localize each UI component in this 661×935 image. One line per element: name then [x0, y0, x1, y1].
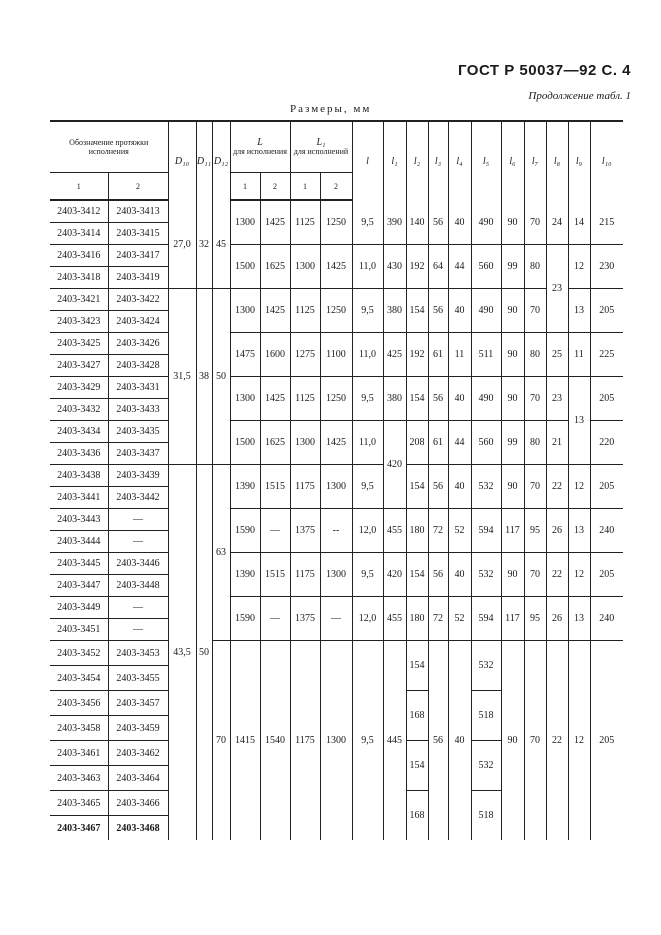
- table-row: [50, 509, 623, 531]
- cell-l: 11,0: [352, 421, 383, 465]
- cell-l1: 420: [383, 421, 406, 509]
- cell-l3: 61: [428, 421, 448, 465]
- cell-l2: 154: [406, 377, 428, 421]
- cell-D10: 27,0: [168, 200, 196, 289]
- designation-2: 2403-3431: [108, 377, 168, 399]
- cell-l5: 490: [471, 377, 501, 421]
- cell-L-2: 1625: [260, 421, 290, 465]
- cell-L-2: 1425: [260, 289, 290, 333]
- cell-D12: 50: [212, 289, 230, 465]
- cell-L1-2: —: [320, 597, 352, 641]
- cell-l4: 40: [448, 465, 471, 509]
- cell-l9: 13: [568, 289, 590, 333]
- cell-L1-1: 1175: [290, 553, 320, 597]
- designation-2: 2403-3424: [108, 311, 168, 333]
- cell-l2: 168: [406, 691, 428, 741]
- designation-2: —: [108, 597, 168, 619]
- cell-l9: 13: [568, 377, 590, 465]
- cell-L1-2: 1425: [320, 421, 352, 465]
- header-l1: l₁: [383, 121, 406, 200]
- cell-l1: 380: [383, 377, 406, 421]
- cell-l1: 445: [383, 641, 406, 841]
- cell-l5: 532: [471, 641, 501, 691]
- cell-l: 11,0: [352, 245, 383, 289]
- cell-L1-2: 1100: [320, 333, 352, 377]
- cell-L-1: 1300: [230, 377, 260, 421]
- cell-L-2: 1625: [260, 245, 290, 289]
- cell-l9: 12: [568, 465, 590, 509]
- cell-l2: 154: [406, 289, 428, 333]
- cell-l5: 560: [471, 245, 501, 289]
- cell-L1-1: 1125: [290, 289, 320, 333]
- header-l4: l₄: [448, 121, 471, 200]
- cell-L1-2: 1250: [320, 200, 352, 245]
- cell-l: 9,5: [352, 289, 383, 333]
- cell-L-1: 1500: [230, 245, 260, 289]
- designation-2: 2403-3428: [108, 355, 168, 377]
- designation-2: 2403-3455: [108, 666, 168, 691]
- dimensions-table: [50, 120, 623, 840]
- cell-L-2: 1515: [260, 553, 290, 597]
- designation-2: 2403-3422: [108, 289, 168, 311]
- header-l5: l₅: [471, 121, 501, 200]
- cell-l5: 594: [471, 597, 501, 641]
- header-L1-1: 1: [290, 173, 320, 201]
- cell-L-1: 1415: [230, 641, 260, 841]
- cell-l5: 490: [471, 289, 501, 333]
- cell-l2: 208: [406, 421, 428, 465]
- designation-2: 2403-3466: [108, 791, 168, 816]
- cell-D12: 63: [212, 465, 230, 641]
- cell-l: 9,5: [352, 377, 383, 421]
- cell-l10: 205: [590, 465, 623, 509]
- cell-l3: 72: [428, 597, 448, 641]
- cell-l7: 70: [524, 641, 546, 841]
- cell-l7: 70: [524, 200, 546, 245]
- table-row: [50, 421, 623, 443]
- cell-l6: 90: [501, 333, 524, 377]
- designation-1: 2403-3441: [50, 487, 108, 509]
- cell-l6: 90: [501, 553, 524, 597]
- designation-2: 2403-3468: [108, 816, 168, 841]
- cell-l10: 205: [590, 553, 623, 597]
- cell-l3: 56: [428, 377, 448, 421]
- cell-l10: 240: [590, 509, 623, 553]
- designation-1: 2403-3461: [50, 741, 108, 766]
- header-L1-2: 2: [320, 173, 352, 201]
- cell-L-1: 1590: [230, 597, 260, 641]
- cell-l8: 26: [546, 509, 568, 553]
- cell-L-2: —: [260, 597, 290, 641]
- cell-l5: 518: [471, 791, 501, 841]
- designation-2: —: [108, 619, 168, 641]
- cell-L1-1: 1175: [290, 465, 320, 509]
- designation-2: 2403-3435: [108, 421, 168, 443]
- designation-1: 2403-3451: [50, 619, 108, 641]
- cell-l8: 23: [546, 245, 568, 333]
- cell-L-2: 1425: [260, 200, 290, 245]
- cell-l1: 390: [383, 200, 406, 245]
- designation-2: 2403-3439: [108, 465, 168, 487]
- cell-l: 12,0: [352, 597, 383, 641]
- designation-1: 2403-3465: [50, 791, 108, 816]
- cell-l4: 11: [448, 333, 471, 377]
- cell-L1-1: 1375: [290, 509, 320, 553]
- cell-l4: 40: [448, 200, 471, 245]
- header-L1: L₁ для исполнений: [290, 121, 352, 173]
- designation-1: 2403-3458: [50, 716, 108, 741]
- header-l9: l₉: [568, 121, 590, 200]
- cell-l9: 14: [568, 200, 590, 245]
- cell-l2: 140: [406, 200, 428, 245]
- cell-l7: 70: [524, 377, 546, 421]
- designation-2: 2403-3453: [108, 641, 168, 666]
- header-l10: l₁₀: [590, 121, 623, 200]
- cell-l3: 56: [428, 641, 448, 841]
- cell-L-1: 1390: [230, 553, 260, 597]
- cell-L1-2: --: [320, 509, 352, 553]
- cell-L1-1: 1175: [290, 641, 320, 841]
- header-l8: l₈: [546, 121, 568, 200]
- cell-L-2: —: [260, 509, 290, 553]
- cell-l7: 80: [524, 421, 546, 465]
- designation-1: 2403-3444: [50, 531, 108, 553]
- header-l3: l₃: [428, 121, 448, 200]
- table-row: [50, 465, 623, 487]
- table-row: [50, 245, 623, 267]
- designation-1: 2403-3434: [50, 421, 108, 443]
- cell-L-1: 1500: [230, 421, 260, 465]
- cell-l8: 25: [546, 333, 568, 377]
- table-row: [50, 289, 623, 311]
- cell-L1-1: 1275: [290, 333, 320, 377]
- cell-D11: 50: [196, 465, 212, 841]
- cell-l1: 425: [383, 333, 406, 377]
- cell-l5: 518: [471, 691, 501, 741]
- designation-2: 2403-3459: [108, 716, 168, 741]
- cell-l8: 21: [546, 421, 568, 465]
- document-title: ГОСТ Р 50037—92 С. 4: [457, 62, 631, 79]
- cell-L1-2: 1250: [320, 289, 352, 333]
- table-row: [50, 553, 623, 575]
- cell-l: 9,5: [352, 200, 383, 245]
- cell-l2: 154: [406, 641, 428, 691]
- cell-l7: 70: [524, 553, 546, 597]
- cell-l6: 90: [501, 641, 524, 841]
- designation-2: 2403-3417: [108, 245, 168, 267]
- cell-l: 9,5: [352, 553, 383, 597]
- designation-2: 2403-3446: [108, 553, 168, 575]
- cell-l2: 192: [406, 245, 428, 289]
- cell-l6: 99: [501, 245, 524, 289]
- cell-D10: 31,5: [168, 289, 196, 465]
- table-row: [50, 200, 623, 223]
- cell-l7: 70: [524, 289, 546, 333]
- header-designation-1: 1: [50, 173, 108, 201]
- header-designation: Обозначение протяжки исполнения: [50, 121, 168, 173]
- cell-l4: 52: [448, 597, 471, 641]
- cell-l9: 12: [568, 553, 590, 597]
- cell-l5: 532: [471, 553, 501, 597]
- designation-2: 2403-3448: [108, 575, 168, 597]
- designation-1: 2403-3449: [50, 597, 108, 619]
- cell-l3: 56: [428, 465, 448, 509]
- header-D11: D₁₁: [196, 121, 212, 200]
- cell-l7: 70: [524, 465, 546, 509]
- designation-2: 2403-3426: [108, 333, 168, 355]
- cell-l3: 56: [428, 200, 448, 245]
- cell-l6: 90: [501, 377, 524, 421]
- designation-1: 2403-3412: [50, 200, 108, 223]
- cell-l5: 532: [471, 465, 501, 509]
- table-body: [50, 200, 623, 840]
- cell-l10: 205: [590, 377, 623, 421]
- cell-L1-2: 1300: [320, 553, 352, 597]
- table-row: [50, 333, 623, 355]
- cell-L1-1: 1375: [290, 597, 320, 641]
- designation-2: 2403-3442: [108, 487, 168, 509]
- header-designation-2: 2: [108, 173, 168, 201]
- cell-l10: 205: [590, 289, 623, 333]
- cell-l9: 13: [568, 509, 590, 553]
- designation-2: 2403-3457: [108, 691, 168, 716]
- cell-l2: 154: [406, 741, 428, 791]
- cell-l5: 594: [471, 509, 501, 553]
- designation-2: 2403-3413: [108, 200, 168, 223]
- cell-l4: 40: [448, 377, 471, 421]
- cell-l2: 180: [406, 597, 428, 641]
- designation-1: 2403-3423: [50, 311, 108, 333]
- cell-l2: 168: [406, 791, 428, 841]
- cell-l8: 22: [546, 641, 568, 841]
- cell-L1-2: 1300: [320, 465, 352, 509]
- designation-1: 2403-3447: [50, 575, 108, 597]
- designation-1: 2403-3467: [50, 816, 108, 841]
- cell-L-1: 1475: [230, 333, 260, 377]
- designation-1: 2403-3454: [50, 666, 108, 691]
- cell-l10: 205: [590, 641, 623, 841]
- cell-L-1: 1300: [230, 289, 260, 333]
- cell-l6: 117: [501, 597, 524, 641]
- cell-l3: 72: [428, 509, 448, 553]
- cell-l: 9,5: [352, 641, 383, 841]
- cell-l: 11,0: [352, 333, 383, 377]
- cell-l4: 40: [448, 289, 471, 333]
- designation-2: 2403-3464: [108, 766, 168, 791]
- cell-l4: 44: [448, 245, 471, 289]
- designation-1: 2403-3414: [50, 223, 108, 245]
- cell-l3: 64: [428, 245, 448, 289]
- table-continuation-label: Продолжение табл. 1: [528, 90, 631, 102]
- cell-D12: 70: [212, 641, 230, 841]
- cell-L1-2: 1425: [320, 245, 352, 289]
- cell-l2: 180: [406, 509, 428, 553]
- cell-D11: 38: [196, 289, 212, 465]
- designation-1: 2403-3436: [50, 443, 108, 465]
- cell-l8: 26: [546, 597, 568, 641]
- designation-1: 2403-3438: [50, 465, 108, 487]
- cell-l10: 230: [590, 245, 623, 289]
- cell-l4: 40: [448, 553, 471, 597]
- cell-L1-2: 1250: [320, 377, 352, 421]
- cell-l2: 192: [406, 333, 428, 377]
- cell-D11: 32: [196, 200, 212, 289]
- cell-l10: 240: [590, 597, 623, 641]
- cell-L1-1: 1300: [290, 421, 320, 465]
- cell-l7: 80: [524, 245, 546, 289]
- cell-l7: 80: [524, 333, 546, 377]
- cell-l6: 90: [501, 465, 524, 509]
- designation-1: 2403-3418: [50, 267, 108, 289]
- cell-l5: 560: [471, 421, 501, 465]
- cell-l8: 22: [546, 553, 568, 597]
- designation-1: 2403-3452: [50, 641, 108, 666]
- designation-2: 2403-3437: [108, 443, 168, 465]
- header-l6: l₆: [501, 121, 524, 200]
- designation-2: 2403-3415: [108, 223, 168, 245]
- cell-l5: 511: [471, 333, 501, 377]
- cell-l6: 90: [501, 200, 524, 245]
- designation-2: 2403-3433: [108, 399, 168, 421]
- cell-L1-1: 1125: [290, 377, 320, 421]
- designation-1: 2403-3425: [50, 333, 108, 355]
- table-row: [50, 641, 623, 666]
- cell-l6: 99: [501, 421, 524, 465]
- cell-L1-1: 1300: [290, 245, 320, 289]
- cell-L-2: 1540: [260, 641, 290, 841]
- cell-l9: 12: [568, 641, 590, 841]
- cell-l7: 95: [524, 509, 546, 553]
- designation-1: 2403-3421: [50, 289, 108, 311]
- cell-l8: 24: [546, 200, 568, 245]
- designation-1: 2403-3456: [50, 691, 108, 716]
- cell-l2: 154: [406, 465, 428, 509]
- designation-1: 2403-3443: [50, 509, 108, 531]
- cell-L-2: 1515: [260, 465, 290, 509]
- header-l: l: [352, 121, 383, 200]
- cell-l3: 56: [428, 289, 448, 333]
- header-D12: D₁₂: [212, 121, 230, 200]
- designation-2: 2403-3419: [108, 267, 168, 289]
- header-l2: l₂: [406, 121, 428, 200]
- cell-l6: 117: [501, 509, 524, 553]
- units-label: Размеры, мм: [290, 103, 372, 115]
- cell-l4: 40: [448, 641, 471, 841]
- header-L: L для исполнения: [230, 121, 290, 173]
- cell-L-1: 1390: [230, 465, 260, 509]
- table-row: [50, 597, 623, 619]
- table-row: [50, 377, 623, 399]
- cell-l: 9,5: [352, 465, 383, 509]
- designation-2: —: [108, 509, 168, 531]
- cell-l3: 61: [428, 333, 448, 377]
- cell-l10: 220: [590, 421, 623, 465]
- header-D10: D₁₀: [168, 121, 196, 200]
- header-L-1: 1: [230, 173, 260, 201]
- cell-l2: 154: [406, 553, 428, 597]
- designation-1: 2403-3416: [50, 245, 108, 267]
- designation-1: 2403-3427: [50, 355, 108, 377]
- designation-1: 2403-3432: [50, 399, 108, 421]
- cell-L-2: 1600: [260, 333, 290, 377]
- cell-l1: 430: [383, 245, 406, 289]
- cell-l4: 44: [448, 421, 471, 465]
- cell-l1: 380: [383, 289, 406, 333]
- cell-D12: 45: [212, 200, 230, 289]
- cell-l1: 420: [383, 553, 406, 597]
- cell-L1-1: 1125: [290, 200, 320, 245]
- designation-2: —: [108, 531, 168, 553]
- cell-l1: 455: [383, 509, 406, 553]
- cell-l4: 52: [448, 509, 471, 553]
- cell-l9: 12: [568, 245, 590, 289]
- header-l7: l₇: [524, 121, 546, 200]
- header-L-2: 2: [260, 173, 290, 201]
- cell-l6: 90: [501, 289, 524, 333]
- cell-l7: 95: [524, 597, 546, 641]
- cell-l5: 532: [471, 741, 501, 791]
- cell-l1: 455: [383, 597, 406, 641]
- cell-l3: 56: [428, 553, 448, 597]
- cell-l8: 23: [546, 377, 568, 421]
- cell-l5: 490: [471, 200, 501, 245]
- cell-L-1: 1300: [230, 200, 260, 245]
- cell-L-2: 1425: [260, 377, 290, 421]
- cell-l: 12,0: [352, 509, 383, 553]
- designation-1: 2403-3445: [50, 553, 108, 575]
- designation-2: 2403-3462: [108, 741, 168, 766]
- cell-l9: 13: [568, 597, 590, 641]
- designation-1: 2403-3429: [50, 377, 108, 399]
- designation-1: 2403-3463: [50, 766, 108, 791]
- cell-l10: 215: [590, 200, 623, 245]
- cell-L-1: 1590: [230, 509, 260, 553]
- cell-D10: 43,5: [168, 465, 196, 841]
- cell-l8: 22: [546, 465, 568, 509]
- cell-L1-2: 1300: [320, 641, 352, 841]
- cell-l9: 11: [568, 333, 590, 377]
- cell-l10: 225: [590, 333, 623, 377]
